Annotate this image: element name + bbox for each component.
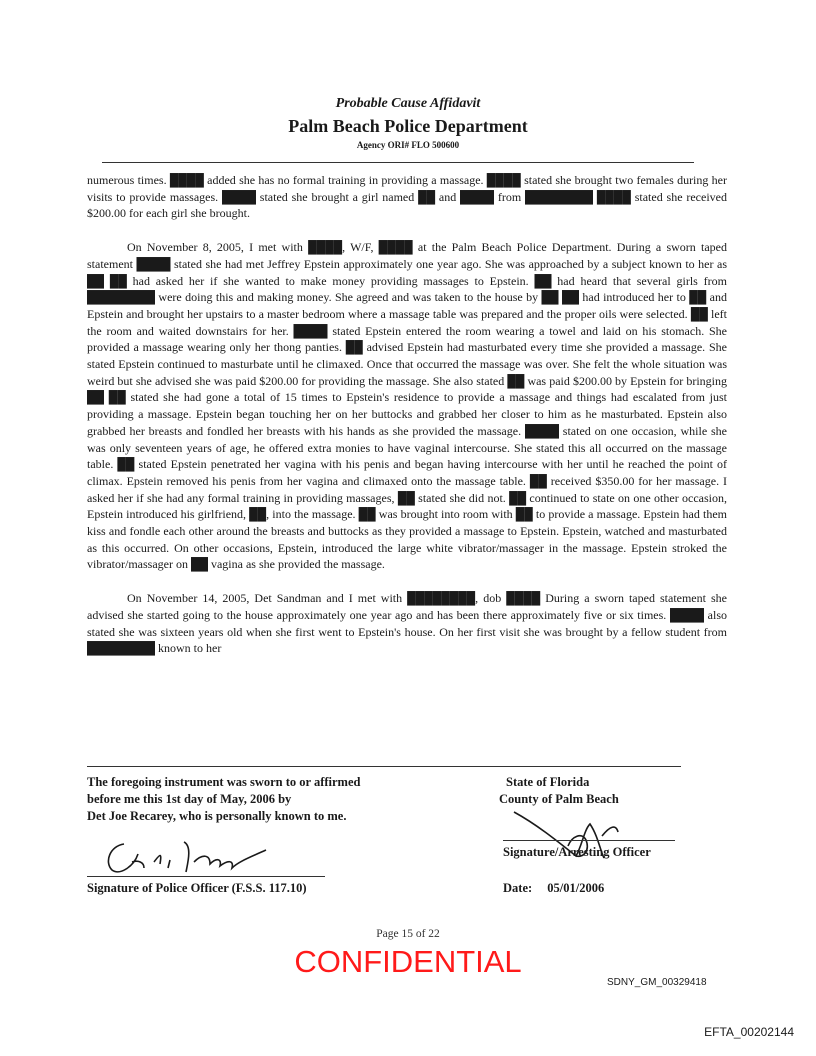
narrative-paragraph-1: numerous times. ████ added she has no formal training in providing a massage. ████ stated she brought two females during her visits to provide massages. ████ stated she brought a girl named ██ and ████ from ████████ ████ stated she received $200.00 for each girl she brought. [87, 173, 727, 221]
oath-line-2: before me this 1st day of May, 2006 by [87, 792, 292, 806]
form-title: Probable Cause Affidavit [335, 96, 481, 111]
page-number: Page 15 of 22 [376, 928, 440, 940]
bates-number: SDNY_GM_00329418 [607, 977, 707, 988]
footer-rule [87, 766, 681, 767]
agency-ori: Agency ORI# FLO 500600 [356, 140, 460, 150]
date-label: Date: [503, 881, 533, 895]
notary-signature-line [87, 876, 325, 877]
oath-line-1: The foregoing instrument was sworn to or affirmed [87, 775, 361, 789]
notary-signature-label: Signature of Police Officer (F.S.S. 117.10) [87, 881, 307, 895]
department-name: Palm Beach Police Department [288, 116, 528, 136]
date-value: 05/01/2006 [547, 881, 605, 895]
officer-signature-line [503, 840, 675, 841]
oath-block [87, 774, 360, 825]
signature-date [503, 880, 604, 897]
officer-signature-label: Signature/Arresting Officer [503, 845, 651, 859]
notary-signature [98, 832, 288, 880]
venue-county: County of Palm Beach [499, 792, 619, 806]
narrative-paragraph-3: On November 14, 2005, Det Sandman and I met with ████████, dob ████ During a sworn taped statement she advised she started going to the house approximately one year ago and has been there approximately five or six times. ████ also stated she was sixteen years old when she first went to Epstein's house. On her first visit she was brought by a fellow student from ████████ known to her [87, 591, 727, 656]
narrative-paragraph-2: On November 8, 2005, I met with ████, W/F, ████ at the Palm Beach Police Department. During a sworn taped statement ████ stated she had met Jeffrey Epstein approximately one year ago. She was approached by a subject known to her as ██ ██ had asked her if she wanted to make money providing massages to Epstein. ██ had heard that several girls from ████████ were doing this and making money. She agreed and was taken to the house by ██ ██ had introduced her to ██ and Epstein and brought her upstairs to a master bedroom where a massage table was prepared and the proper oils were selected. ██ left the room and waited downstairs for her. ████ stated Epstein entered the room wearing a towel and laid on his stomach. She provided a massage wearing only her thong panties. ██ advised Epstein had masturbated every time she provided a massage. She stated Epstein continued to masturbate until he climaxed. Once that occurred the massage was over. She felt the whole situation was weird but she advised she was paid $200.00 for providing the massage. She also stated ██ was paid $200.00 by Epstein for bringing ██ ██ stated she had gone a total of 15 times to Epstein's residence to provide a massage and things had escalated from just providing a massage. Epstein began touching her on her buttocks and grabbed her closer to him as he masturbated. Epstein also grabbed her breasts and fondled her breasts with his hands as she provided the massage. ████ stated on one occasion, while she was only seventeen years of age, he offered extra monies to have vaginal intercourse. She stated this all occurred on the massage table. ██ stated Epstein penetrated her vagina with his penis and began having intercourse with her until he reached the point of climax. Epstein removed his penis from her vagina and climaxed onto the massage table. ██ received $350.00 for her massage. I asked her if she had any formal training in providing massages, ██ stated she did not. ██ continued to state on one other occasion, Epstein introduced his girlfriend, ██, into the massage. ██ was brought into room with ██ to provide a massage. Epstein had them kiss and fondle each other around the breasts and buttocks as they provided a massage to Epstein. Epstein, watched and masturbated as this occurred. On other occasions, Epstein, introduced the large white vibrator/massager in the massage. Epstein stroked the vibrator/massager on ██ vagina as she provided the massage. [87, 240, 727, 572]
narrative-body [87, 172, 727, 657]
oath-line-3: Det Joe Recarey, who is personally known to me. [87, 809, 347, 823]
header-rule [102, 162, 694, 163]
efta-number: EFTA_00202144 [704, 1025, 794, 1039]
confidential-stamp: CONFIDENTIAL [294, 944, 522, 979]
venue-block [499, 774, 619, 808]
venue-state: State of Florida [506, 775, 590, 789]
